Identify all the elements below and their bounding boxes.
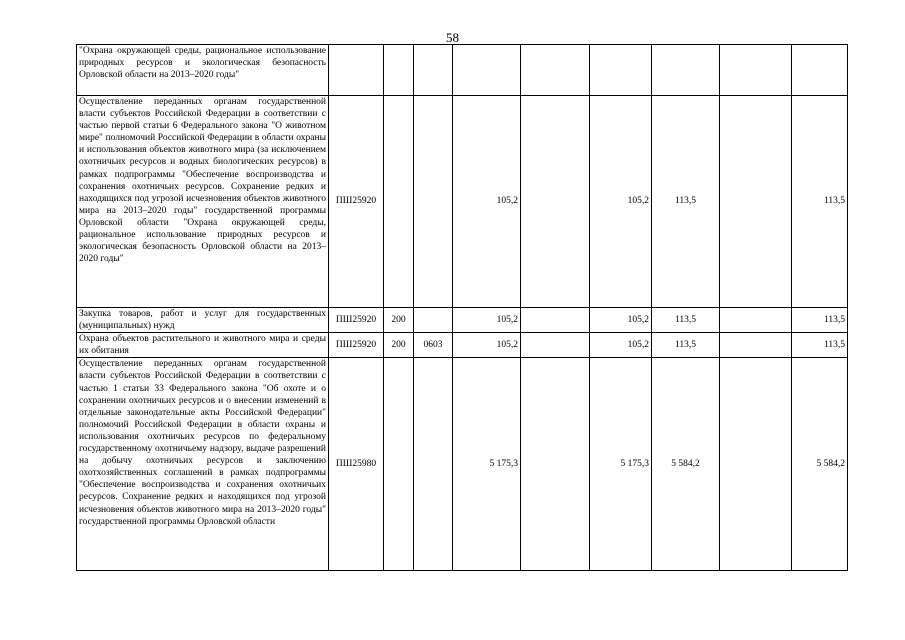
expense-type	[384, 45, 414, 96]
row-description: Осуществление переданных органам государственной власти субъектов Российской Федерации в соответствии с частью первой статьи 6 Федерального закона "О животном мире" полномочий Российской Федерации в области охраны и использования объектов животного мира (за исключением охотничьих ресурсов и водных биологических ресурсов) в рамках подпрограммы "Обеспечение воспроизводства и сохранения охотничьих ресурсов. Сохранение редких и находящихся под угрозой исчезновения объектов животного мира на 2013–2020 годы" государственной программы Орловской области "Охрана окружающей среды, рациональное использование природных ресурсов и экологическая безопасность Орловской области на 2013–2020 годы"	[77, 96, 329, 308]
amount-cell: 113,5	[652, 333, 720, 358]
table-row	[77, 358, 848, 571]
amount-cell: 5 175,3	[453, 358, 521, 571]
amount-cell: 105,2	[590, 333, 652, 358]
amount-cell: 5 584,2	[792, 358, 848, 571]
target-article-code: ПШ25920	[329, 308, 384, 333]
target-article-code: ПШ25980	[329, 358, 384, 571]
amount-cell: 5 584,2	[652, 358, 720, 571]
amount-cell	[792, 45, 848, 96]
amount-cell	[652, 45, 720, 96]
amount-cell: 105,2	[453, 96, 521, 308]
row-description: Охрана объектов растительного и животного мира и среды их обитания	[77, 333, 329, 358]
page-number: 58	[446, 30, 459, 45]
row-description: Закупка товаров, работ и услуг для государственных (муниципальных) нужд	[77, 308, 329, 333]
row-description: Осуществление переданных органам государственной власти субъектов Российской Федерации в соответствии с частью 1 статьи 33 Федерального закона "Об охоте и о сохранении охотничьих ресурсов и о внесении изменений в отдельные законодательные акты Российской Федерации" полномочий Российской Федерации в области охраны и использования охотничьих ресурсов по федеральному государственному охотничьему надзору, выдаче разрешений на добычу охотничьих ресурсов и заключению охотхозяйственных соглашений в рамках подпрограммы "Обеспечение воспроизводства и сохранения охотничьих ресурсов. Сохранение редких и находящихся под угрозой исчезновения объектов животного мира на 2013–2020 годы" государственной программы Орловской области	[77, 358, 329, 571]
amount-cell: 113,5	[652, 96, 720, 308]
section-code	[414, 308, 453, 333]
amount-cell: 113,5	[792, 96, 848, 308]
amount-cell: 105,2	[590, 308, 652, 333]
table-row	[77, 333, 848, 358]
amount-cell	[720, 333, 792, 358]
budget-table	[76, 44, 848, 571]
amount-cell: 113,5	[652, 308, 720, 333]
table-row	[77, 96, 848, 308]
amount-cell	[720, 45, 792, 96]
row-description: "Охрана окружающей среды, рациональное использование природных ресурсов и экологическая безопасность Орловской области на 2013–2020 годы"	[77, 45, 329, 96]
target-article-code: ПШ25920	[329, 96, 384, 308]
section-code	[414, 45, 453, 96]
expense-type	[384, 358, 414, 571]
amount-cell: 105,2	[590, 96, 652, 308]
amount-cell	[453, 45, 521, 96]
amount-cell	[720, 96, 792, 308]
amount-cell	[720, 358, 792, 571]
amount-cell	[521, 45, 590, 96]
table-row	[77, 308, 848, 333]
amount-cell	[521, 308, 590, 333]
amount-cell	[720, 308, 792, 333]
expense-type	[384, 96, 414, 308]
expense-type: 200	[384, 308, 414, 333]
section-code	[414, 96, 453, 308]
amount-cell	[521, 96, 590, 308]
amount-cell	[521, 358, 590, 571]
amount-cell: 105,2	[453, 333, 521, 358]
amount-cell: 105,2	[453, 308, 521, 333]
amount-cell	[521, 333, 590, 358]
table-row	[77, 45, 848, 96]
expense-type: 200	[384, 333, 414, 358]
amount-cell	[590, 45, 652, 96]
section-code: 0603	[414, 333, 453, 358]
target-article-code	[329, 45, 384, 96]
amount-cell: 113,5	[792, 308, 848, 333]
amount-cell: 113,5	[792, 333, 848, 358]
section-code	[414, 358, 453, 571]
amount-cell: 5 175,3	[590, 358, 652, 571]
target-article-code: ПШ25920	[329, 333, 384, 358]
